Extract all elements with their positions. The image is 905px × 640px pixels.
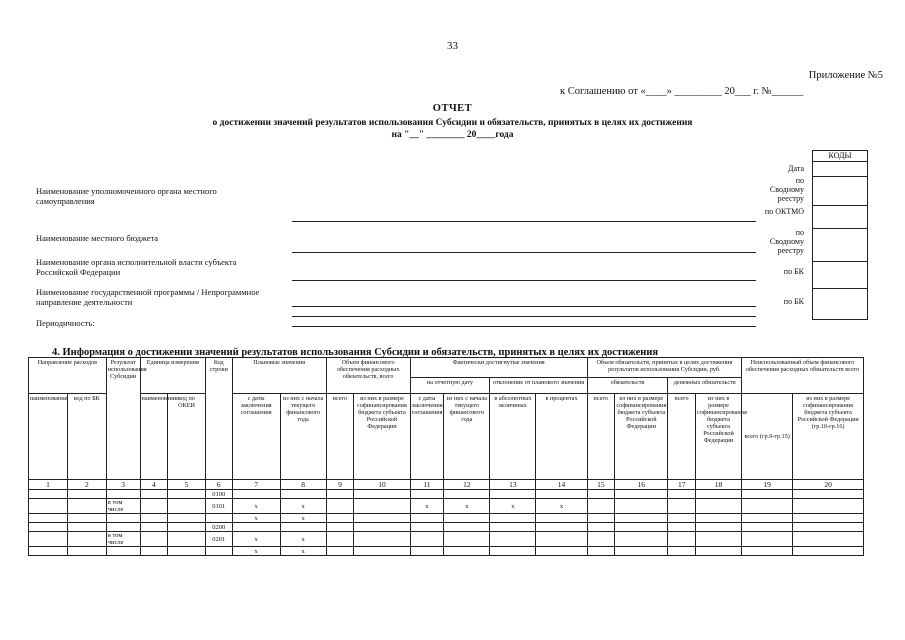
cell-col-17[interactable] xyxy=(668,523,696,532)
cell-col-4[interactable] xyxy=(140,490,168,499)
th-unused: Неиспользованный объем финансового обеспечения расходных обязательств всего xyxy=(742,358,864,394)
label-oktmo: по ОКТМО xyxy=(764,207,804,216)
cell-col-10[interactable] xyxy=(354,490,410,499)
label-executive: Наименование органа исполнительной власти субъекта Российской Федерации xyxy=(36,257,237,277)
cell-col-14[interactable] xyxy=(536,490,587,499)
cell-col-2[interactable] xyxy=(67,547,106,556)
column-number: 4 xyxy=(140,480,168,490)
th-actual: Фактически достигнутые значения xyxy=(410,358,587,378)
cell-col-2[interactable] xyxy=(67,523,106,532)
cell-col-14[interactable] xyxy=(536,532,587,547)
th-monetary: денежных обязательств xyxy=(668,378,742,394)
cell-col-4[interactable] xyxy=(140,499,168,514)
th-deviation: отклонение от планового значения xyxy=(490,378,587,394)
th-act-start: из них с начала текущего финансового года xyxy=(444,394,490,480)
cell-col-15[interactable] xyxy=(587,547,615,556)
cell-col-1[interactable] xyxy=(29,499,68,514)
cell-col-18[interactable] xyxy=(696,499,742,514)
agreement-line: к Соглашению от «____» _________ 20___ г. №______ xyxy=(560,86,804,97)
cell-col-12[interactable] xyxy=(444,514,490,523)
cell-col-17[interactable] xyxy=(668,490,696,499)
cell-col-18[interactable] xyxy=(696,490,742,499)
cell-col-18[interactable] xyxy=(696,532,742,547)
table-row xyxy=(29,523,864,532)
th-total: всего xyxy=(326,394,354,480)
cell-col-13[interactable]: x xyxy=(490,499,536,514)
label-program: Наименование государственной программы / Непрограммное направление деятельности xyxy=(36,287,260,307)
column-numbers-row xyxy=(29,480,864,490)
cell-col-13[interactable] xyxy=(490,490,536,499)
label-authority: Наименование уполномоченного органа местного самоуправления xyxy=(36,186,217,206)
cell-col-11[interactable] xyxy=(410,523,444,532)
period-line[interactable] xyxy=(292,316,756,317)
cell-col-1[interactable] xyxy=(29,514,68,523)
cell-col-13[interactable] xyxy=(490,523,536,532)
column-number: 13 xyxy=(490,480,536,490)
label-registry-1: по Сводному реестру xyxy=(769,176,804,203)
column-number: 19 xyxy=(742,480,793,490)
column-number: 10 xyxy=(354,480,410,490)
cell-col-6[interactable]: 0100 xyxy=(205,490,232,499)
table-row xyxy=(29,490,864,499)
cell-col-1[interactable] xyxy=(29,547,68,556)
cell-col-14[interactable] xyxy=(536,523,587,532)
column-number: 7 xyxy=(232,480,280,490)
report-date-line: на "__" ________ 20____года xyxy=(391,130,514,140)
th-result: Результат использования Субсидии xyxy=(106,358,140,480)
cell-col-10[interactable] xyxy=(354,514,410,523)
column-number: 15 xyxy=(587,480,615,490)
cell-col-16[interactable] xyxy=(615,490,668,499)
cell-col-20[interactable] xyxy=(793,514,864,523)
budget-line[interactable] xyxy=(292,252,756,253)
column-number: 18 xyxy=(696,480,742,490)
cell-col-20[interactable] xyxy=(793,532,864,547)
cell-col-15[interactable] xyxy=(587,490,615,499)
cell-col-5[interactable] xyxy=(168,514,206,523)
cell-col-16[interactable] xyxy=(615,523,668,532)
table-row xyxy=(29,514,864,523)
cell-col-16[interactable] xyxy=(615,514,668,523)
cell-col-17[interactable] xyxy=(668,547,696,556)
cell-col-5[interactable] xyxy=(168,490,206,499)
column-number: 9 xyxy=(326,480,354,490)
code-cell-date[interactable] xyxy=(813,162,867,177)
cell-col-9[interactable] xyxy=(326,532,354,547)
cell-col-2[interactable] xyxy=(67,490,106,499)
column-number: 11 xyxy=(410,480,444,490)
cell-col-19[interactable] xyxy=(742,499,793,514)
cell-col-20[interactable] xyxy=(793,547,864,556)
cell-col-3[interactable] xyxy=(106,523,140,532)
code-cell-oktmo[interactable] xyxy=(813,206,867,229)
cell-col-12[interactable] xyxy=(444,547,490,556)
th-mon-total: всего xyxy=(668,394,696,480)
label-period: Периодичность: xyxy=(36,318,95,328)
cell-col-2[interactable] xyxy=(67,499,106,514)
th-obl-cofin: из них в размере софинансирования бюджета субъекта Российской Федерации xyxy=(615,394,668,480)
cell-col-15[interactable] xyxy=(587,514,615,523)
cell-col-3[interactable]: в том числе xyxy=(106,499,140,514)
program-line[interactable] xyxy=(292,306,756,307)
cell-col-7[interactable]: x xyxy=(232,499,280,514)
codes-header: КОДЫ xyxy=(813,151,867,162)
cell-col-8[interactable] xyxy=(280,523,326,532)
cell-col-12[interactable]: x xyxy=(444,499,490,514)
cell-col-12[interactable] xyxy=(444,532,490,547)
report-title: ОТЧЕТ xyxy=(432,103,473,114)
cell-col-15[interactable] xyxy=(587,523,615,532)
th-act-date: с даты заключения соглашения xyxy=(410,394,444,480)
cell-col-7[interactable]: x xyxy=(232,547,280,556)
cell-col-7[interactable] xyxy=(232,523,280,532)
cell-col-16[interactable] xyxy=(615,547,668,556)
th-obl-total: всего xyxy=(587,394,615,480)
cell-col-9[interactable] xyxy=(326,490,354,499)
label-budget: Наименование местного бюджета xyxy=(36,233,159,243)
th-unused-cofin: из них в размере софинансирования бюджета субъекта Российской Федерации (гр.10-гр.16) xyxy=(793,394,864,480)
cell-col-18[interactable] xyxy=(696,547,742,556)
table-row xyxy=(29,532,864,547)
cell-col-3[interactable] xyxy=(106,490,140,499)
table-row xyxy=(29,499,864,514)
cell-col-8[interactable]: x xyxy=(280,532,326,547)
report-subtitle: о достижении значений результатов использования Субсидии и обязательств, принятых в целях их достижения xyxy=(212,118,693,128)
cell-col-11[interactable] xyxy=(410,490,444,499)
cell-col-15[interactable] xyxy=(587,532,615,547)
th-pct: в процентах xyxy=(536,394,587,480)
cell-col-5[interactable] xyxy=(168,547,206,556)
cell-col-20[interactable] xyxy=(793,499,864,514)
table-row xyxy=(29,547,864,556)
column-number: 12 xyxy=(444,480,490,490)
page-number: 33 xyxy=(447,40,458,52)
column-number: 16 xyxy=(615,480,668,490)
cell-col-5[interactable] xyxy=(168,523,206,532)
cell-col-16[interactable] xyxy=(615,532,668,547)
label-bk-1: по БК xyxy=(783,267,804,276)
section-title: 4. Информация о достижении значений результатов использования Субсидии и обязательств, принятых в целях их достижения xyxy=(52,347,659,358)
code-cell-registry-2[interactable] xyxy=(813,229,867,262)
th-plan-date: с даты заключения соглашения xyxy=(232,394,280,480)
cell-col-19[interactable] xyxy=(742,532,793,547)
cell-col-11[interactable] xyxy=(410,547,444,556)
th-unit: Единица измерения xyxy=(140,358,205,394)
code-cell-bk-1[interactable] xyxy=(813,262,867,289)
cell-col-19[interactable] xyxy=(742,547,793,556)
cell-col-4[interactable] xyxy=(140,523,168,532)
cell-col-19[interactable] xyxy=(742,523,793,532)
cell-col-6[interactable] xyxy=(205,514,232,523)
th-cofin: из них в размере софинансирования бюджета субъекта Российской Федерации xyxy=(354,394,410,480)
th-obligations: Объем обязательств, принятых в целях достижения результатов использования Субсидии, руб. xyxy=(587,358,741,378)
cell-col-20[interactable] xyxy=(793,523,864,532)
executive-line[interactable] xyxy=(292,280,756,281)
cell-col-17[interactable] xyxy=(668,499,696,514)
label-date: Дата xyxy=(788,164,804,173)
th-obligatory: обязательств xyxy=(587,378,668,394)
th-line-code: Код строки xyxy=(205,358,232,480)
cell-col-17[interactable] xyxy=(668,514,696,523)
th-abs: в абсолютных величинах xyxy=(490,394,536,480)
column-number: 5 xyxy=(168,480,206,490)
column-number: 2 xyxy=(67,480,106,490)
cell-col-20[interactable] xyxy=(793,490,864,499)
cell-col-6[interactable]: 0200 xyxy=(205,523,232,532)
cell-col-12[interactable] xyxy=(444,490,490,499)
cell-col-4[interactable] xyxy=(140,532,168,547)
th-plan: Плановые значения xyxy=(232,358,326,394)
cell-col-6[interactable]: 0201 xyxy=(205,532,232,547)
cell-col-9[interactable] xyxy=(326,499,354,514)
label-bk-2: по БК xyxy=(783,297,804,306)
th-direction: Направление расходов xyxy=(29,358,107,394)
cell-col-14[interactable] xyxy=(536,547,587,556)
th-reporting-date: на отчетную дату xyxy=(410,378,490,394)
cell-col-5[interactable] xyxy=(168,499,206,514)
cell-col-9[interactable] xyxy=(326,523,354,532)
cell-col-18[interactable] xyxy=(696,523,742,532)
column-number: 6 xyxy=(205,480,232,490)
th-unit-name: наименование xyxy=(140,394,168,480)
column-number: 1 xyxy=(29,480,68,490)
cell-col-4[interactable] xyxy=(140,514,168,523)
th-code-bk: код по БК xyxy=(67,394,106,480)
cell-col-1[interactable] xyxy=(29,523,68,532)
cell-col-11[interactable]: x xyxy=(410,499,444,514)
cell-col-11[interactable] xyxy=(410,532,444,547)
code-cell-registry-1[interactable] xyxy=(813,177,867,206)
cell-col-19[interactable] xyxy=(742,490,793,499)
cell-col-1[interactable] xyxy=(29,490,68,499)
cell-col-11[interactable] xyxy=(410,514,444,523)
cell-col-9[interactable] xyxy=(326,547,354,556)
th-fin-volume: Объем финансового обеспечения расходных обязательств, всего xyxy=(326,358,410,394)
th-unused-total: всего (гр.9-гр.15) xyxy=(742,394,793,480)
cell-col-10[interactable] xyxy=(354,523,410,532)
column-number: 20 xyxy=(793,480,864,490)
column-number: 3 xyxy=(106,480,140,490)
cell-col-13[interactable] xyxy=(490,514,536,523)
results-table xyxy=(28,357,864,556)
cell-col-9[interactable] xyxy=(326,514,354,523)
cell-col-8[interactable]: x xyxy=(280,514,326,523)
column-number: 8 xyxy=(280,480,326,490)
column-number: 14 xyxy=(536,480,587,490)
codes-box xyxy=(812,150,868,320)
cell-col-17[interactable] xyxy=(668,532,696,547)
cell-col-10[interactable] xyxy=(354,532,410,547)
cell-col-3[interactable]: в том числе xyxy=(106,532,140,547)
column-number: 17 xyxy=(668,480,696,490)
annex-label: Приложение №5 xyxy=(808,70,883,81)
cell-col-7[interactable]: x xyxy=(232,514,280,523)
cell-col-12[interactable] xyxy=(444,523,490,532)
cell-col-1[interactable] xyxy=(29,532,68,547)
table-body xyxy=(29,490,864,556)
period-line-2 xyxy=(292,326,756,327)
cell-col-6[interactable] xyxy=(205,547,232,556)
cell-col-16[interactable] xyxy=(615,499,668,514)
cell-col-8[interactable]: x xyxy=(280,499,326,514)
cell-col-18[interactable] xyxy=(696,514,742,523)
cell-col-10[interactable] xyxy=(354,547,410,556)
label-registry-2: по Сводному реестру xyxy=(769,228,804,255)
cell-col-13[interactable] xyxy=(490,547,536,556)
cell-col-7[interactable]: x xyxy=(232,532,280,547)
cell-col-8[interactable] xyxy=(280,490,326,499)
cell-col-10[interactable] xyxy=(354,499,410,514)
authority-line[interactable] xyxy=(292,221,756,222)
cell-col-2[interactable] xyxy=(67,532,106,547)
cell-col-15[interactable] xyxy=(587,499,615,514)
cell-col-5[interactable] xyxy=(168,532,206,547)
cell-col-3[interactable] xyxy=(106,514,140,523)
cell-col-4[interactable] xyxy=(140,547,168,556)
th-mon-cofin: из них в размере софинансирования бюджета субъекта Российской Федерации xyxy=(696,394,742,480)
cell-col-2[interactable] xyxy=(67,514,106,523)
cell-col-13[interactable] xyxy=(490,532,536,547)
th-okei: код по ОКЕИ xyxy=(168,394,206,480)
cell-col-6[interactable]: 0101 xyxy=(205,499,232,514)
cell-col-14[interactable]: x xyxy=(536,499,587,514)
th-plan-start: из них с начала текущего финансового года xyxy=(280,394,326,480)
cell-col-3[interactable] xyxy=(106,547,140,556)
cell-col-7[interactable] xyxy=(232,490,280,499)
cell-col-8[interactable]: x xyxy=(280,547,326,556)
cell-col-14[interactable] xyxy=(536,514,587,523)
code-cell-bk-2[interactable] xyxy=(813,289,867,319)
cell-col-19[interactable] xyxy=(742,514,793,523)
th-name: наименование xyxy=(29,394,68,480)
